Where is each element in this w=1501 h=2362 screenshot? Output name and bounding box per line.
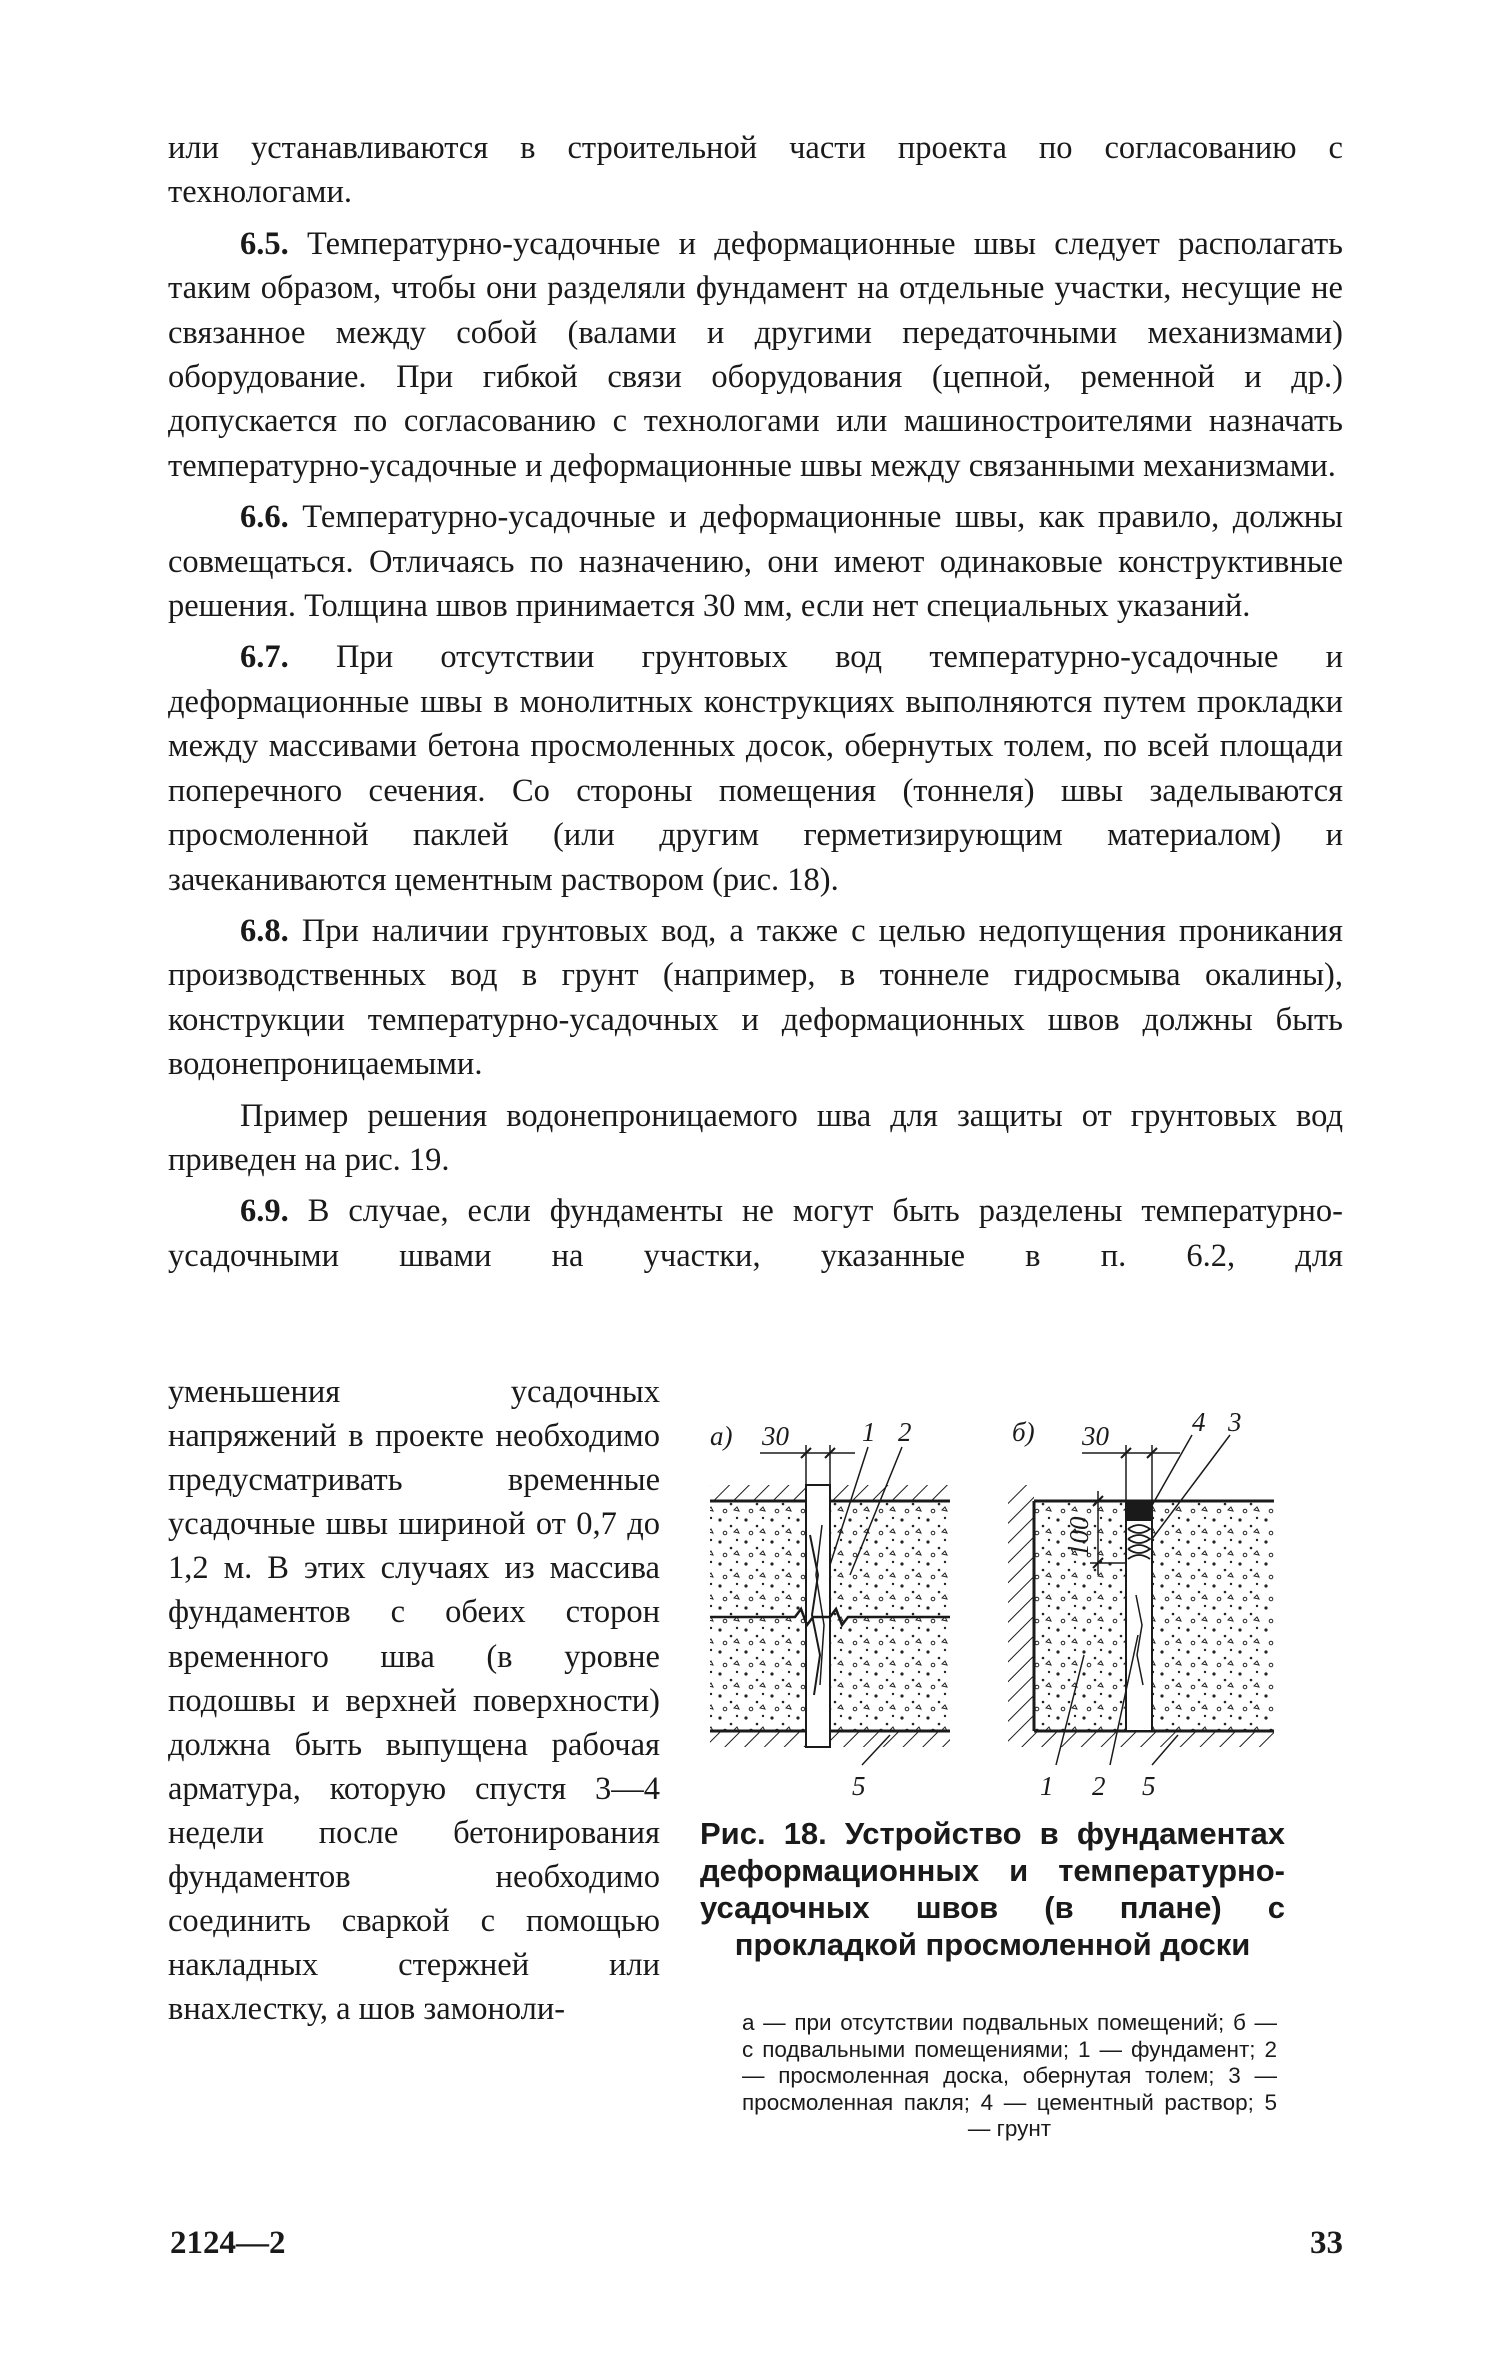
panel-b — [1008, 1407, 1274, 1801]
dim-100: 100 — [1064, 1516, 1094, 1557]
paragraph-number: 6.9. — [240, 1193, 289, 1230]
print-signature: 2124—2 — [170, 2225, 286, 2261]
figure-caption-title: Рис. 18. Устройство в фундаментах деформационных и температурно-усадочных швов (в плане) с прокладкой просмоленной доски — [700, 1816, 1285, 1962]
soil-hatch-left — [1008, 1485, 1034, 1747]
paragraph-continuation: или устанавливаются в строительной части проекта по согласованию с технологами. — [168, 130, 1343, 211]
dim-b: 30 — [1082, 1421, 1109, 1451]
page-number: 33 — [1310, 2225, 1343, 2261]
paragraph-text: При отсутствии грунтовых вод температурно-усадочные и деформационные швы в монолитных конструкциях выполняются путем прокладки между массивами бетона просмоленных досок, обернутых толем, по всей площади поперечного сечения. Со стороны помещения (тоннеля) швы заделываются просмоленной паклей (или другим герметизирующим материалом) и зачеканиваются цементным раствором (рис. 18). — [168, 639, 1344, 898]
paragraph-text: При наличии грунтовых вод, а также с целью недопущения проникания производственных вод в грунт (например, в тоннеле гидросмыва окалины), конструкции температурно-усадочных и деформационных швов должны быть водонепроницаемыми. — [168, 912, 1343, 1083]
figure-drawing — [690, 1405, 1300, 1805]
leader-label-a-5: 5 — [852, 1771, 866, 1801]
leader-label-a-2: 2 — [898, 1417, 912, 1447]
label-b: б) — [1012, 1417, 1035, 1447]
paragraph-text: Температурно-усадочные и деформационные швы следует располагать таким образом, чтобы они разделяли фундамент на отдельные участки, несущие не связанное между собой (валами и другими передаточными механизмами) оборудование. При гибкой связи оборудования (цепной, ременной и др.) допускается по согласованию с технологами или машиностроителями назначать температурно-усадочные и деформационные швы между связанными механизмами. — [168, 225, 1343, 484]
paragraph-6-8 — [168, 909, 1343, 1087]
leader-label-b-5: 5 — [1142, 1771, 1156, 1801]
paragraph-6-5 — [168, 222, 1343, 488]
paragraph-6-6 — [168, 495, 1343, 628]
paragraph-text: Температурно-усадочные и деформационные швы, как правило, должны совмещаться. Отличаясь по назначению, они имеют одинаковые конструктивные решения. Толщина швов принимается 30 мм, если нет специальных указаний. — [168, 499, 1344, 625]
paragraph-6-9 — [168, 1189, 1343, 1278]
body-text — [168, 126, 1343, 1278]
paragraph-number: 6.5. — [240, 225, 289, 262]
soil-hatch-bottom-b — [1034, 1731, 1274, 1747]
leader-label-b-4: 4 — [1192, 1407, 1206, 1437]
paragraph-number: 6.7. — [240, 639, 289, 676]
paragraph-example: Пример решения водонепроницаемого шва для защиты от грунтовых вод приведен на рис. 19. — [168, 1097, 1343, 1178]
leader-label-b-3: 3 — [1228, 1407, 1242, 1437]
figure-caption-legend: а — при отсутствии подвальных помещений; б — с подвальными помещениями; 1 — фундамент; 2 — просмоленная доска, обернутая толем; 3 — просмоленная пакля; 4 — цементный раствор; 5 — грунт — [742, 2010, 1277, 2141]
dim-a: 30 — [762, 1421, 789, 1451]
leader-label-a-1: 1 — [862, 1417, 876, 1447]
leader-label-b-1: 1 — [1040, 1771, 1054, 1801]
cement-mortar — [1126, 1501, 1152, 1521]
paragraph-number: 6.8. — [240, 912, 289, 949]
label-a: а) — [710, 1421, 733, 1451]
paragraph-number: 6.6. — [240, 499, 289, 536]
figure-18 — [690, 1405, 1300, 1805]
paragraph-6-9-continued: уменьшения усадочных напряжений в проекте необходимо предусматривать временные усадочные швы шириной от 0,7 до 1,2 м. В этих случаях из массива фундаментов с обеих сторон временного шва (в уровне подошвы и верхней поверхности) должна быть выпущена рабочая арматура, которую спустя 3—4 недели после бетонирования фундаментов необходимо соединить сваркой с помощью накладных стержней или внахлестку, а шов замоноли- — [168, 1374, 660, 2028]
leader-label-b-2: 2 — [1092, 1771, 1106, 1801]
paragraph-6-7 — [168, 635, 1343, 901]
paragraph-text: В случае, если фундаменты не могут быть разделены температурно-усадочными швами на участки, указанные в п. 6.2, для — [168, 1193, 1344, 1274]
panel-a — [710, 1417, 950, 1801]
